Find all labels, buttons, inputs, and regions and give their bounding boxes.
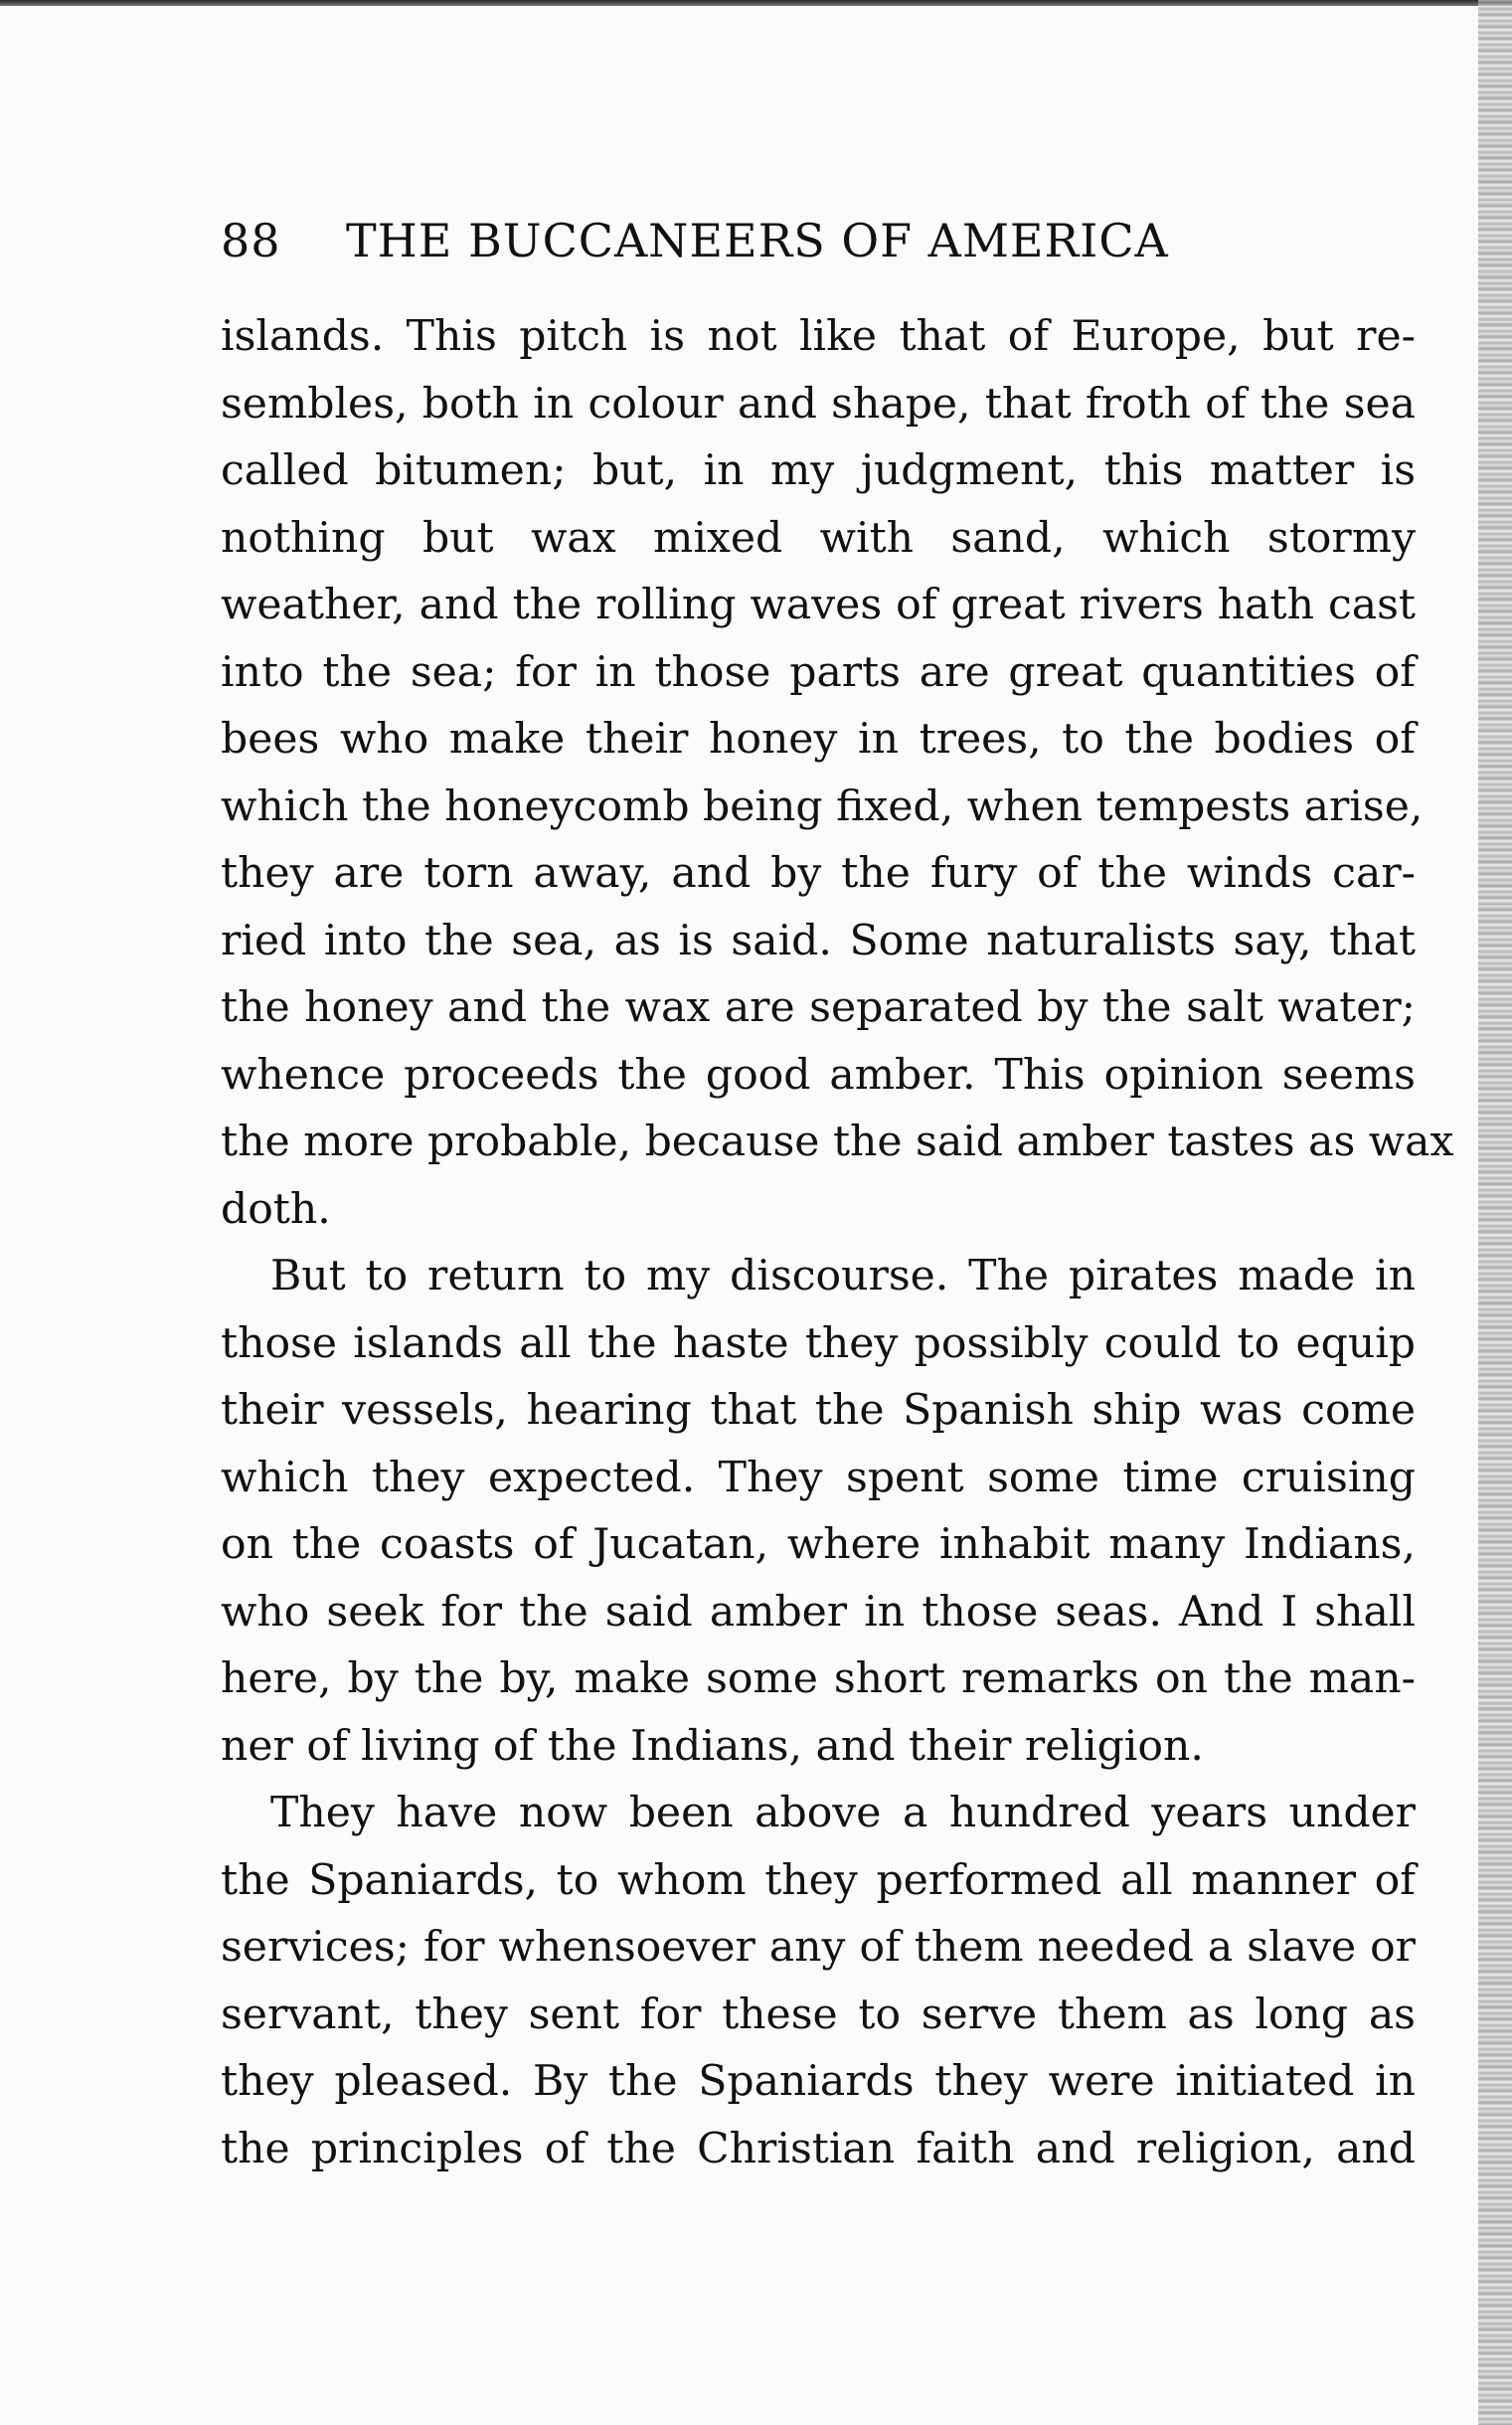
text-line: weather, and the rolling waves of great rivers hath cast [221, 581, 1416, 629]
body-text [221, 303, 1454, 2182]
text-line: bees who make their honey in trees, to the bodies of [221, 715, 1416, 764]
text-line: islands. This pitch is not like that of Europe, but re- [221, 312, 1416, 361]
text-line: They have now been above a hundred years under [270, 1789, 1416, 1837]
text-line: services; for whensoever any of them needed a slave or [221, 1923, 1416, 1972]
text-line: which they expected. They spent some time cruising [221, 1453, 1416, 1502]
scan-top-edge [0, 0, 1512, 6]
page-number: 88 [221, 214, 281, 267]
paragraph-1 [221, 303, 1454, 1243]
text-line: sembles, both in colour and shape, that froth of the sea [221, 379, 1416, 429]
text-line: servant, they sent for these to serve them as long as [221, 1990, 1416, 2039]
text-line: nothing but wax mixed with sand, which stormy [221, 513, 1416, 563]
text-line: called bitumen; but, in my judgment, this matter is [221, 446, 1416, 495]
text-line: doth. [221, 1184, 331, 1234]
running-head [221, 214, 1324, 273]
text-line: ried into the sea, as is said. Some naturalists say, that [221, 916, 1416, 965]
text-line: which the honeycomb being fixed, when tempests arise, [221, 781, 1424, 831]
text-line: the honey and the wax are separated by the salt water; [221, 983, 1416, 1032]
text-line: into the sea; for in those parts are great quantities of [221, 647, 1416, 697]
text-line: on the coasts of Jucatan, where inhabit many Indians, [221, 1520, 1416, 1569]
text-line: those islands all the haste they possibly could to equip [221, 1318, 1416, 1368]
text-line: whence proceeds the good amber. This opinion seems [221, 1050, 1416, 1100]
text-line: But to return to my discourse. The pirates made in [270, 1252, 1416, 1300]
paragraph-2 [221, 1243, 1416, 1780]
paragraph-3 [221, 1780, 1416, 2182]
text-line: their vessels, hearing that the Spanish ship was come [221, 1386, 1416, 1435]
text-line: who seek for the said amber in those seas. And I shall [221, 1587, 1416, 1637]
running-title: THE BUCCANEERS OF AMERICA [346, 214, 1169, 267]
text-line: the Spaniards, to whom they performed all manner of [221, 1855, 1416, 1905]
text-line: the principles of the Christian faith and religion, and [221, 2124, 1416, 2173]
text-line: the more probable, because the said amber tastes as wax [221, 1118, 1454, 1166]
text-line: they are torn away, and by the fury of the winds car- [221, 849, 1416, 898]
text-line: they pleased. By the Spaniards they were initiated in [221, 2057, 1416, 2106]
text-line: ner of living of the Indians, and their religion. [221, 1721, 1204, 1771]
text-line: here, by the by, make some short remarks on the man- [221, 1654, 1416, 1703]
scan-page-edge [1478, 0, 1512, 2425]
